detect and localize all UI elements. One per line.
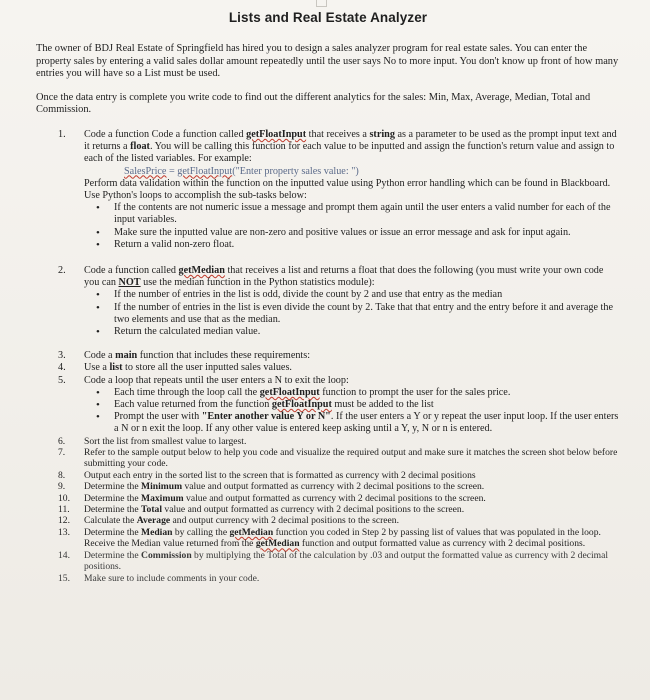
bold-text: Average [136,515,171,527]
example-argument: ("Enter property sales value: ") [232,165,359,177]
bullet-icon: • [96,399,100,412]
list-item-5 [36,375,620,436]
item-text: Output each entry in the sorted list to the screen that is formatted as currency with 2 decimal positions [84,469,476,481]
item-text: that receives a [306,128,370,140]
emphasis-not: NOT [118,277,141,289]
bullet-icon: • [96,326,100,339]
bold-text: main [115,350,138,362]
requirements-list [36,129,620,584]
example-variable: SalesPrice [124,165,167,177]
bold-text: Total [141,504,162,516]
item-number: 8. [58,469,66,481]
item-text: . You will be calling this function for each value to be inputted and assign the function's return value and assign to each of the listed variables. For example: [84,141,615,165]
item-text: by multiplying the Total of the calculation by .03 and output the formatted value as currency with 2 decimal positions. [84,549,609,573]
item-text: Calculate the [84,515,137,527]
list-item-7 [36,447,620,470]
bullet-text: . If the user enters a Y or y repeat the user input loop. If the user enters a N or n exit the loop. If any other value is entered keep asking until a Y, y, N or n is entered. [114,411,619,435]
bullet-text: Make sure the inputted value are non-zero and positive values or issue an error message and ask for input again. [114,226,571,238]
list-item-9 [36,481,620,492]
function-name: getFloatInput [271,399,332,411]
bold-text: Commission [141,549,192,561]
bold-text: Maximum [141,492,184,504]
bullet-text: If the number of entries in the list is odd, divide the count by 2 and use that entry as the median [114,289,503,301]
bullet-text: Return the calculated median value. [114,326,261,338]
item-number: 2. [58,265,66,276]
bullet-icon: • [96,226,100,239]
item-text: Refer to the sample output below to help you code and visualize the required output and make sure it matches the screen shot below before submitting your code. [84,447,618,470]
bullet-item [84,302,620,326]
bullet-item [84,289,620,301]
bullet-icon: • [96,411,100,424]
list-item-1 [36,129,620,251]
item-number: 12. [58,515,70,527]
item-text: value and output formatted as currency with 2 decimal positions to the screen. [182,481,485,493]
item-text: by calling the [172,526,230,538]
item-text: that receives a list and returns a float that does the following (you must write your own code you can [84,265,604,289]
item-text: Code a function Code a function called [84,128,247,140]
bullet-text: If the number of entries in the list is even divide the count by 2. Take that that entry and the entry before it and average the two elements and use that as the median. [114,301,613,325]
item-number: 7. [58,447,66,459]
list-item-10 [36,493,620,504]
bullet-text: Each time through the loop call the [114,386,260,398]
item-text: Code a [84,350,116,362]
item-text: Use a [84,362,110,374]
intro-paragraph-1: The owner of BDJ Real Estate of Springfield has hired you to design a sales analyzer program for real estate sales. You can enter the property sales by entering a valid sales dollar amount repeatedly until the user says No to more input. You don't know up front of how many entries you will have so a List must be used. [36,43,619,80]
item-1-bullets [84,202,620,251]
bullet-text: Return a valid non-zero float. [114,238,235,250]
function-name: getMedian [255,538,300,550]
page-tab-mark [316,0,327,7]
list-item-12 [36,515,620,526]
intro-paragraph-2: Once the data entry is complete you write code to find out the different analytics for the sales: Min, Max, Average, Median, Total and Commission. [36,91,591,116]
example-operator: = [166,165,178,177]
bullet-icon: • [96,202,100,215]
bullet-text: Each value returned from the function [114,399,272,411]
item-number: 5. [58,374,66,386]
bullet-item [84,326,620,338]
item-number: 1. [58,128,66,140]
item-text: Sort the list from smallest value to largest. [84,435,247,447]
item-number: 6. [58,435,66,447]
list-item-13 [36,527,620,550]
bullet-item [84,202,620,226]
bold-text: Median [141,526,173,538]
list-item-14 [36,550,620,573]
item-number: 10. [58,492,70,504]
list-item-3 [36,350,620,362]
bullet-icon: • [96,301,100,314]
item-number: 9. [58,481,66,493]
item-number: 14. [58,549,70,561]
bullet-text: function to prompt the user for the sales price. [319,386,511,398]
item-text: Determine the [84,549,142,561]
bold-text: "Enter another value Y or N" [201,411,331,423]
bold-text: list [109,362,123,374]
item-text: Code a function called [84,265,179,276]
item-text: function and output formatted value as currency with 2 decimal positions. [299,538,586,550]
item-number: 3. [58,350,66,362]
item-text: Determine the [84,481,142,493]
bullet-text: must be added to the list [331,399,434,411]
item-text: and output currency with 2 decimal positions to the screen. [170,515,399,527]
item-text: to store all the user inputted sales values. [122,362,292,374]
bullet-item [84,399,620,411]
validation-text: Perform data validation within the function on the inputted value using Python error handling which can be found in Blackboard. Use Python's loops to accomplish the sub-tasks below: [84,177,611,201]
item-2-bullets [84,289,620,338]
item-text: function you coded in Step 2 by passing list of values that was populated in the loop. Receive the Median value returned from the [84,526,601,550]
item-text: Determine the [84,492,142,504]
code-example [84,166,620,178]
list-item-4 [36,362,620,374]
bullet-item [84,387,620,399]
bold-text: float [130,141,150,153]
bold-text: string [369,128,395,140]
document-title: Lists and Real Estate Analyzer [228,10,428,25]
item-text: use the median function in the Python statistics module): [140,277,375,289]
item-text: function that includes these requirements: [137,350,311,362]
example-function: getFloatInput [177,165,233,177]
bullet-item [84,239,620,251]
item-text: as a parameter to be used as the prompt input text and it returns a [84,128,617,153]
function-name: getMedian [178,265,225,276]
list-item-2 [36,265,620,338]
list-item-8 [36,470,620,481]
item-text: Make sure to include comments in your code. [84,572,260,584]
bullet-icon: • [96,386,100,399]
list-item-11 [36,504,620,515]
item-text: value and output formatted as currency with 2 decimal positions to the screen. [183,492,486,504]
item-text: Determine the [84,526,142,538]
list-item-15 [36,573,620,584]
function-name: getFloatInput [259,386,320,398]
function-name: getFloatInput [246,128,307,140]
item-number: 11. [58,504,70,516]
bullet-text: Prompt the user with [114,411,202,423]
bullet-icon: • [96,238,100,251]
bullet-text: If the contents are not numeric issue a message and prompt them again until the user enters a valid number for each of the input variables. [114,202,611,226]
item-text: Determine the [84,504,142,516]
bold-text: Minimum [141,481,183,493]
item-number: 13. [58,526,70,538]
bullet-icon: • [96,289,100,302]
item-5-bullets [84,387,620,436]
bullet-item [84,227,620,239]
item-text: Code a loop that repeats until the user enters a N to exit the loop: [84,374,349,386]
item-text: value and output formatted as currency with 2 decimal positions to the screen. [162,504,465,516]
bullet-item [84,411,620,435]
function-name: getMedian [229,526,274,538]
list-item-6 [36,436,620,447]
item-number: 4. [58,362,66,374]
item-number: 15. [58,572,70,584]
